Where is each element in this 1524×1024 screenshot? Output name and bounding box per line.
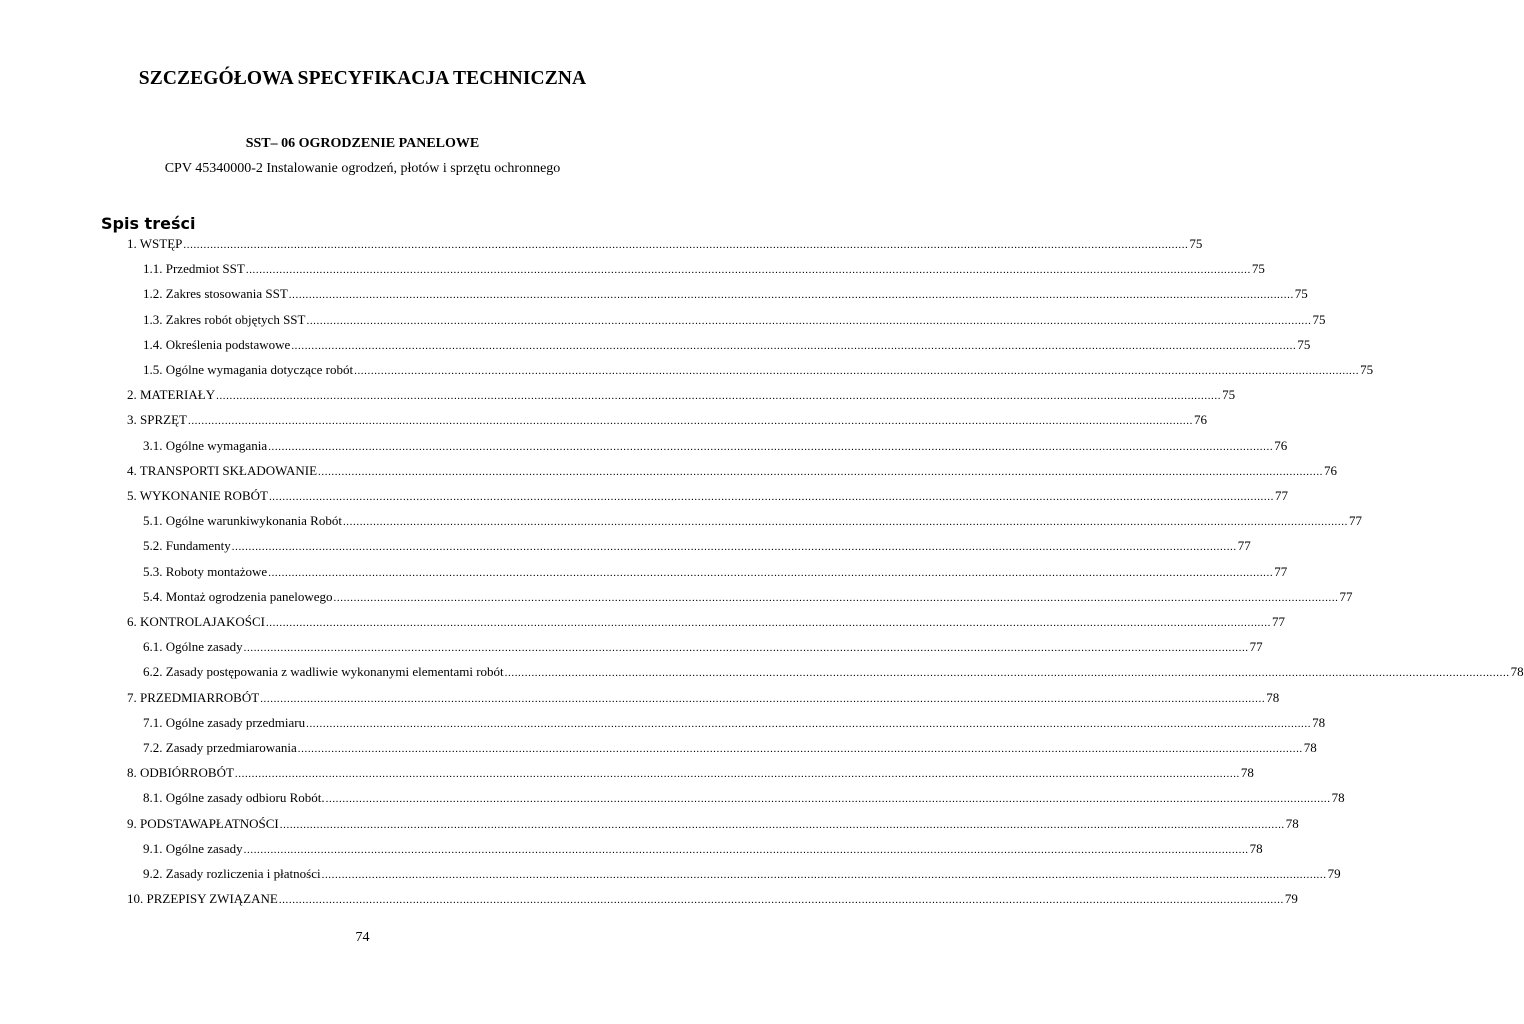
toc-dot-leader: ............................................................................................................................................................................................................................................................................................................ [291,339,1297,352]
toc-entry-label: 1. WSTĘP [127,236,183,251]
toc-entry-label: 7.1. Ogólne zasady przedmiaru [143,714,306,730]
toc-dot-leader: ............................................................................................................................................................................................................................................................................................................ [260,692,1266,705]
toc-entry-label: 4. TRANSPORTI SKŁADOWANIE [127,462,318,478]
toc-dot-leader: ............................................................................................................................................................................................................................................................................................................ [306,314,1312,327]
toc-dot-leader: ............................................................................................................................................................................................................................................................................................................ [268,566,1274,579]
toc-dot-leader: ............................................................................................................................................................................................................................................................................................................ [325,793,1331,806]
toc-entry-page: 76 [1274,437,1288,453]
spec-subtitle: SST– 06 OGRODZENIE PANELOWE [245,136,480,151]
toc-entry[interactable] [127,488,1288,506]
toc-entry[interactable] [143,866,1341,884]
toc-entry-label: 1.5. Ogólne wymagania dotyczące robót [143,362,354,377]
toc-dot-leader: ............................................................................................................................................................................................................................................................................................................ [279,818,1285,831]
toc-entry-label: 1.3. Zakres robót objętych SST [143,311,306,327]
toc-entry-label: 5.4. Montaż ogrodzenia panelowego [143,588,333,604]
toc-entry-label: 9.2. Zasady rozliczenia i płatności [143,866,321,881]
toc-entry-page: 79 [1284,891,1298,907]
toc-entry-label: 5.1. Ogólne warunkiwykonania Robót [143,513,342,529]
toc-entry-label: 1.2. Zakres stosowania SST [143,286,288,302]
toc-entry-page: 77 [1249,639,1263,655]
toc-entry-page: 75 [1312,311,1326,327]
toc-entry-page: 77 [1274,488,1288,503]
toc-dot-leader: ............................................................................................................................................................................................................................................................................................................ [231,541,1237,554]
page-number: 74 [355,930,370,945]
toc-entry-page: 78 [1249,840,1263,856]
toc-dot-leader: ............................................................................................................................................................................................................................................................................................................ [216,390,1222,403]
toc-entry-page: 75 [1222,387,1236,403]
toc-entry[interactable] [127,412,1207,430]
toc-entry[interactable] [143,286,1308,304]
toc-entry[interactable] [143,538,1251,556]
toc-entry[interactable] [143,639,1263,657]
toc-entry-page: 75 [1251,261,1265,277]
toc-entry-page: 77 [1274,563,1288,579]
toc-dot-leader: ............................................................................................................................................................................................................................................................................................................ [288,289,1294,302]
toc-entry-page: 78 [1331,790,1345,806]
toc-entry[interactable] [143,790,1345,808]
toc-dot-leader: ............................................................................................................................................................................................................................................................................................................ [278,894,1284,907]
toc-entry-page: 75 [1294,286,1308,302]
toc-entry-page: 79 [1327,866,1341,881]
toc-entry[interactable] [127,462,1338,481]
toc-dot-leader: ............................................................................................................................................................................................................................................................................................................ [321,869,1327,881]
toc-heading: Spis treści [101,214,196,233]
toc-dot-leader: ............................................................................................................................................................................................................................................................................................................ [243,642,1249,655]
toc-dot-leader: ............................................................................................................................................................................................................................................................................................................ [243,843,1249,856]
toc-entry[interactable] [127,689,1280,708]
toc-dot-leader: ............................................................................................................................................................................................................................................................................................................ [265,617,1271,629]
toc-dot-leader: ............................................................................................................................................................................................................................................................................................................ [318,465,1324,478]
toc-entry-label: 6.1. Ogólne zasady [143,639,243,655]
toc-dot-leader: ............................................................................................................................................................................................................................................................................................................ [342,516,1348,529]
toc-entry[interactable] [143,437,1288,456]
toc-entry-page: 77 [1339,588,1353,604]
toc-entry[interactable] [143,513,1362,531]
toc-entry-page: 76 [1193,412,1207,428]
toc-entry-page: 76 [1324,462,1338,478]
toc-entry-page: 77 [1237,538,1251,554]
toc-dot-leader: ............................................................................................................................................................................................................................................................................................................ [333,591,1339,604]
toc-dot-leader: ............................................................................................................................................................................................................................................................................................................ [245,264,1251,277]
toc-entry[interactable] [127,891,1298,909]
toc-entry-label: 7.2. Zasady przedmiarowania [143,740,297,755]
toc-entry[interactable] [127,614,1285,632]
toc-entry-label: 1.1. Przedmiot SST [143,261,245,277]
toc-dot-leader: ............................................................................................................................................................................................................................................................................................................ [234,768,1240,781]
toc-entry-page: 78 [1303,740,1317,755]
toc-dot-leader: ............................................................................................................................................................................................................................................................................................................ [354,365,1360,377]
toc-entry[interactable] [143,311,1326,330]
toc-dot-leader: ............................................................................................................................................................................................................................................................................................................ [504,667,1510,680]
toc-entry-label: 3.1. Ogólne wymagania [143,437,268,453]
toc-dot-leader: ............................................................................................................................................................................................................................................................................................................ [268,491,1274,503]
toc-entry-label: 3. SPRZĘT [127,412,187,428]
toc-entry-label: 6. KONTROLAJAKOŚCI [127,614,265,629]
toc-entry-label: 5. WYKONANIE ROBÓT [127,488,268,503]
toc-entry[interactable] [143,336,1311,355]
toc-dot-leader: ............................................................................................................................................................................................................................................................................................................ [187,415,1193,428]
toc-entry-page: 78 [1266,689,1280,705]
toc-dot-leader: ............................................................................................................................................................................................................................................................................................................ [297,743,1303,755]
toc-entry-page: 78 [1240,765,1254,781]
toc-entry-page: 75 [1189,236,1203,251]
toc-dot-leader: ............................................................................................................................................................................................................................................................................................................ [268,440,1274,453]
toc-entry[interactable] [143,261,1265,279]
toc-entry-label: 2. MATERIAŁY [127,387,216,403]
toc-entry[interactable] [143,664,1524,682]
toc-entry-label: 8.1. Ogólne zasady odbioru Robót. [143,790,325,806]
toc-entry-page: 78 [1312,714,1326,730]
toc-entry-label: 1.4. Określenia podstawowe [143,336,291,352]
toc-entry[interactable] [143,740,1317,758]
toc-entry-page: 77 [1348,513,1362,529]
toc-dot-leader: ............................................................................................................................................................................................................................................................................................................ [183,239,1189,251]
toc-entry[interactable] [143,588,1353,607]
toc-entry-page: 78 [1285,815,1299,831]
toc-entry[interactable] [143,563,1288,582]
toc-entry-label: 9.1. Ogólne zasady [143,840,243,856]
toc-entry[interactable] [127,387,1236,405]
toc-entry-label: 7. PRZEDMIARROBÓT [127,689,260,705]
toc-entry-label: 9. PODSTAWAPŁATNOŚCI [127,815,279,831]
toc-entry-label: 8. ODBIÓRROBÓT [127,765,234,781]
toc-entry[interactable] [143,714,1326,733]
toc-entry-label: 6.2. Zasady postępowania z wadliwie wykonanymi elementami robót [143,664,504,680]
cpv-line: CPV 45340000-2 Instalowanie ogrodzeń, płotów i sprzętu ochronnego [164,161,561,176]
toc-entry-page: 78 [1510,664,1524,680]
toc-entry[interactable] [143,840,1263,859]
toc-entry-label: 5.3. Roboty montażowe [143,563,268,579]
toc-entry[interactable] [127,765,1254,783]
document-title: SZCZEGÓŁOWA SPECYFIKACJA TECHNICZNA [138,68,587,89]
toc-entry[interactable] [127,815,1299,834]
toc-entry-label: 5.2. Fundamenty [143,538,231,554]
toc-entry[interactable] [127,236,1203,254]
toc-entry[interactable] [143,362,1374,380]
toc-entry-page: 75 [1360,362,1374,377]
toc-dot-leader: ............................................................................................................................................................................................................................................................................................................ [306,717,1312,730]
toc-entry-page: 75 [1297,336,1311,352]
toc-entry-label: 10. PRZEPISY ZWIĄZANE [127,891,278,907]
toc-entry-page: 77 [1271,614,1285,629]
